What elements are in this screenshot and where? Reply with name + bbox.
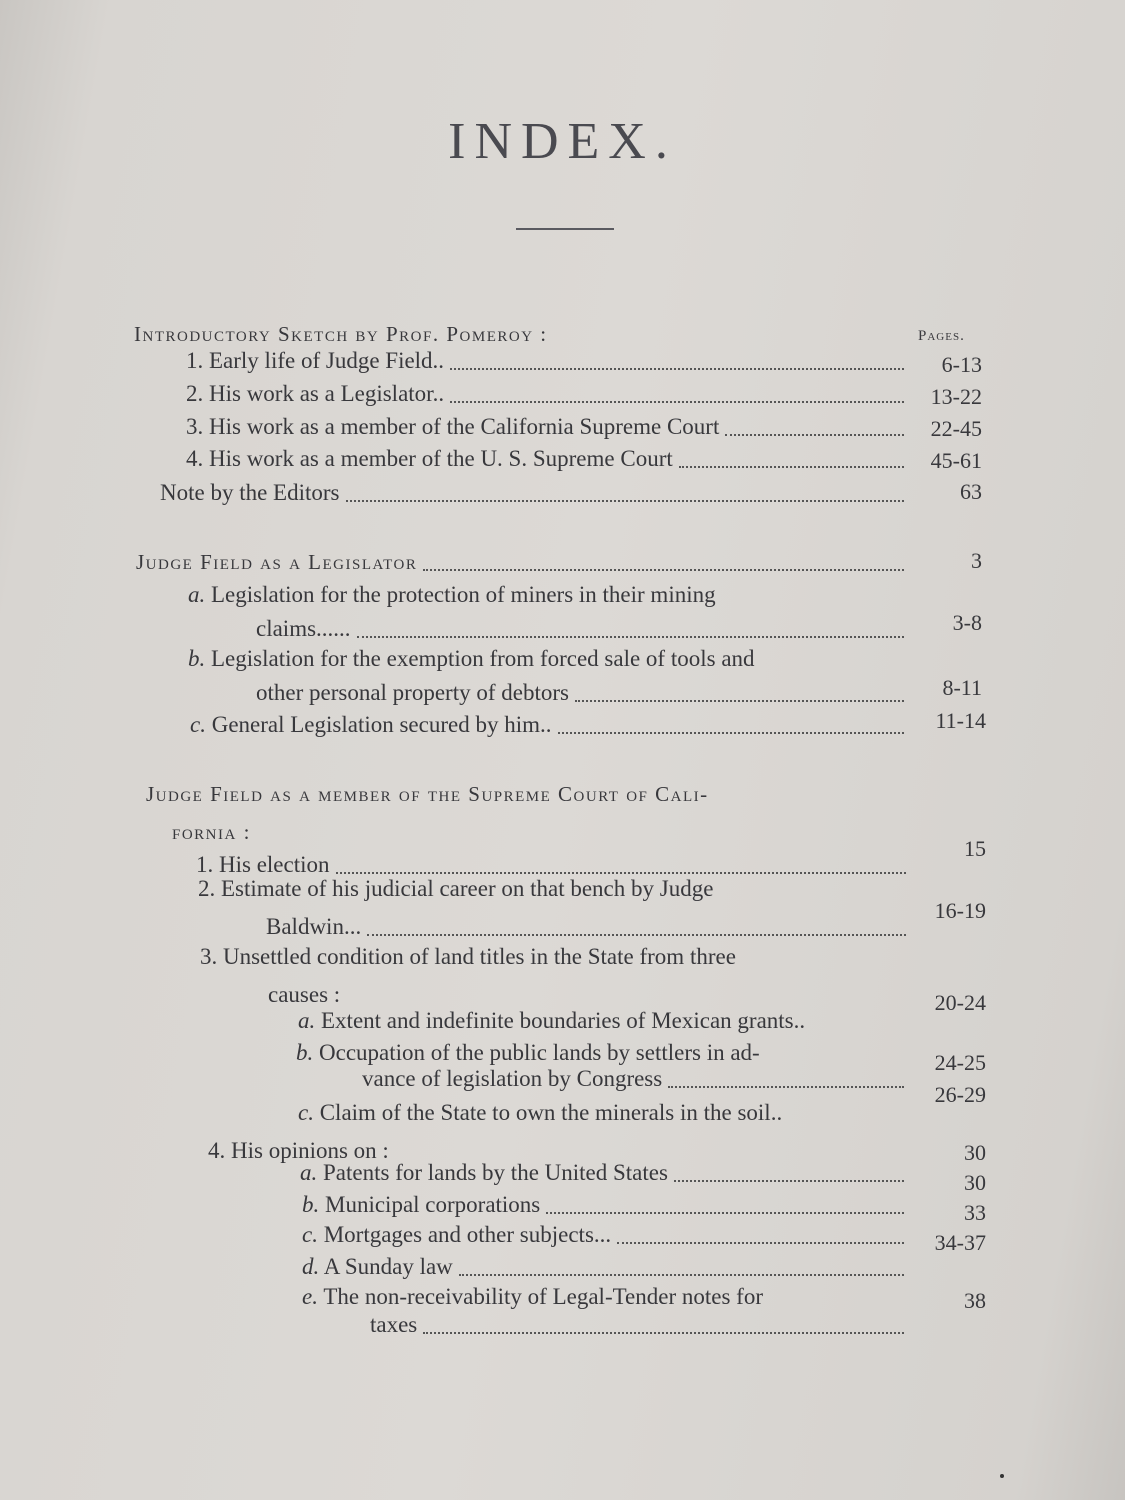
index-entry xyxy=(256,680,910,706)
entry-pages: 34-37 xyxy=(934,1230,986,1255)
entry-pages: 15 xyxy=(964,836,986,861)
entry-pages: 30 xyxy=(964,1170,986,1195)
entry-pages: 6-13 xyxy=(941,352,982,377)
title-rule xyxy=(516,228,614,230)
entry-label xyxy=(302,1222,611,1248)
item-marker: c. xyxy=(298,1100,314,1125)
entry-pages: 63 xyxy=(960,479,982,504)
entry-pages: 38 xyxy=(964,1288,986,1313)
leader-dots xyxy=(668,1085,904,1088)
pages-column-header: Pages. xyxy=(918,328,965,344)
entry-text: Claim of the State to own the minerals in the soil.. xyxy=(319,1100,783,1125)
entry-label: 2. His work as a Legislator.. xyxy=(186,381,445,406)
index-entry xyxy=(370,1312,910,1338)
entry-pages: 24-25 xyxy=(934,1050,986,1075)
entry-pages: 45-61 xyxy=(930,448,982,473)
index-entry xyxy=(186,348,910,374)
section-heading-legislator: Judge Field as a Legislator xyxy=(136,550,418,574)
entry-text: The non-receivability of Legal-Tender notes for xyxy=(323,1284,763,1309)
section-heading-supreme-court: Judge Field as a member of the Supreme Court of Cali- xyxy=(146,782,709,806)
entry-label: Note by the Editors xyxy=(160,480,340,505)
item-marker: b. xyxy=(296,1040,314,1065)
leader-dots xyxy=(725,433,904,436)
leader-dots xyxy=(346,499,905,502)
leader-dots xyxy=(336,871,907,874)
entry-pages: 20-24 xyxy=(934,990,986,1015)
item-marker: c. xyxy=(302,1222,318,1247)
entry-pages: 13-22 xyxy=(930,384,982,409)
entry-pages: 16-19 xyxy=(934,898,986,923)
index-entry xyxy=(302,1254,910,1280)
index-entry xyxy=(196,852,912,878)
leader-dots xyxy=(357,635,904,638)
entry-text: Occupation of the public lands by settlers in ad- xyxy=(319,1040,760,1065)
entry-label: 4. His opinions on : xyxy=(208,1138,389,1163)
entry-text: Municipal corporations xyxy=(325,1192,541,1217)
entry-label xyxy=(300,1160,668,1186)
item-marker: d. xyxy=(302,1254,320,1279)
leader-dots xyxy=(450,400,904,403)
entry-label: 3. His work as a member of the California Supreme Court xyxy=(186,414,720,439)
entry-label xyxy=(190,712,552,738)
item-marker: b. xyxy=(302,1192,320,1217)
entry-text: Patents for lands by the United States xyxy=(323,1160,668,1185)
entry-label xyxy=(302,1254,453,1280)
entry-pages: 30 xyxy=(964,1140,986,1165)
item-marker: b. xyxy=(188,646,206,671)
index-entry xyxy=(136,550,910,575)
leader-dots xyxy=(617,1241,904,1244)
entry-text: Mortgages and other subjects... xyxy=(323,1222,612,1247)
entry-label: other personal property of debtors xyxy=(256,680,569,705)
index-title: INDEX. xyxy=(448,113,677,170)
entry-label: 2. Estimate of his judicial career on that bench by Judge xyxy=(198,876,714,901)
entry-label: causes : xyxy=(268,982,341,1007)
leader-dots xyxy=(558,731,905,734)
leader-dots xyxy=(674,1179,904,1182)
item-marker: a. xyxy=(300,1160,318,1185)
index-entry xyxy=(362,1066,910,1092)
index-entry xyxy=(302,1222,910,1248)
index-entry xyxy=(256,616,910,642)
item-marker: a. xyxy=(298,1008,316,1033)
leader-dots xyxy=(459,1273,904,1276)
entry-label xyxy=(298,1008,805,1034)
entry-label: taxes xyxy=(370,1312,418,1337)
item-marker: a. xyxy=(188,582,206,607)
entry-pages: 22-45 xyxy=(930,416,982,441)
entry-label xyxy=(302,1192,540,1218)
entry-label xyxy=(302,1284,763,1310)
paper-speck xyxy=(1000,1474,1004,1478)
entry-pages: 11-14 xyxy=(935,708,986,733)
index-entry xyxy=(302,1192,910,1218)
entry-label xyxy=(296,1040,760,1066)
index-entry xyxy=(300,1160,910,1186)
index-entry xyxy=(160,480,910,506)
entry-pages: 3 xyxy=(971,548,982,573)
section-heading-continuation: fornia : xyxy=(172,820,251,844)
entry-text: General Legislation secured by him.. xyxy=(211,712,552,737)
entry-label: 1. Early life of Judge Field.. xyxy=(186,348,445,373)
leader-dots xyxy=(423,1331,904,1334)
entry-label: 4. His work as a member of the U. S. Supreme Court xyxy=(186,446,673,471)
entry-label xyxy=(298,1100,782,1126)
index-entry xyxy=(266,914,912,940)
index-entry xyxy=(186,414,910,440)
leader-dots xyxy=(575,699,904,702)
entry-pages: 33 xyxy=(964,1200,986,1225)
entry-text: A Sunday law xyxy=(323,1254,453,1279)
entry-label: vance of legislation by Congress xyxy=(362,1066,663,1091)
leader-dots xyxy=(423,568,904,571)
entry-label: Baldwin... xyxy=(266,914,362,939)
entry-text: Extent and indefinite boundaries of Mexican grants.. xyxy=(321,1008,806,1033)
entry-label xyxy=(188,646,755,672)
entry-pages: 8-11 xyxy=(942,675,982,700)
entry-label: 3. Unsettled condition of land titles in the State from three xyxy=(200,944,736,969)
entry-text: Legislation for the exemption from forced sale of tools and xyxy=(211,646,755,671)
index-entry xyxy=(186,446,910,472)
entry-label: claims...... xyxy=(256,616,351,641)
entry-label: 1. His election xyxy=(196,852,330,877)
item-marker: e. xyxy=(302,1284,318,1309)
leader-dots xyxy=(450,367,904,370)
section-heading-introductory: Introductory Sketch by Prof. Pomeroy : xyxy=(134,322,548,346)
leader-dots xyxy=(367,933,906,936)
entry-text: Legislation for the protection of miners in their mining xyxy=(211,582,716,607)
leader-dots xyxy=(679,465,904,468)
entry-pages: 3-8 xyxy=(952,610,982,635)
leader-dots xyxy=(546,1211,904,1214)
entry-pages: 26-29 xyxy=(934,1082,986,1107)
entry-label xyxy=(188,582,716,608)
item-marker: c. xyxy=(190,712,206,737)
index-entry xyxy=(186,381,910,407)
index-entry xyxy=(190,712,910,738)
